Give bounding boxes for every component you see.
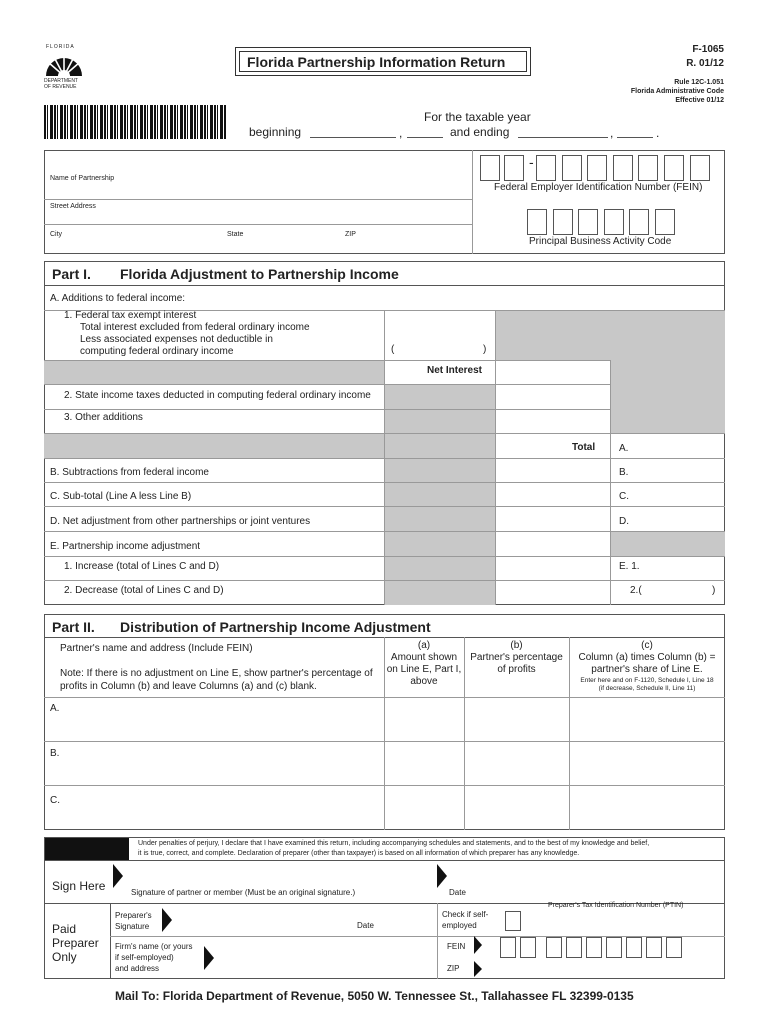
line1-less-label: Less associated expenses not deductible in (80, 334, 273, 345)
sign-arrow-icon (113, 864, 123, 888)
firm-name-field[interactable] (218, 938, 434, 978)
note-line-1: Note: If there is no adjustment on Line E, show partner's percentage of (60, 668, 373, 679)
name-label: Name of Partnership (50, 175, 115, 182)
partner-row-b[interactable]: B. (50, 748, 60, 759)
taxable-year-label: For the taxable year (424, 110, 531, 124)
part1-title: Florida Adjustment to Partnership Income (120, 266, 399, 282)
form-rule: Rule 12C-1.051 (674, 79, 724, 86)
fein-dash: - (529, 154, 534, 170)
preparer-label: Preparer (52, 936, 99, 950)
sunburst-icon (44, 52, 84, 76)
d-code: D. (619, 516, 629, 527)
beginning-year-field[interactable] (407, 137, 443, 138)
preparer-sig-label-2: Signature (115, 922, 150, 931)
part2-number: Part II. (52, 619, 95, 635)
partner-row-c[interactable]: C. (50, 795, 60, 806)
preparer-zip-field[interactable] (486, 960, 722, 978)
dor-logo (44, 44, 84, 94)
signature-label: Signature of partner or member (Must be an original signature.) (131, 888, 356, 897)
street-label: Street Address (50, 203, 96, 210)
note-line-2: profits in Column (b) and leave Columns (a) and (c) blank. (60, 681, 317, 692)
preparer-fein-label: FEIN (447, 942, 466, 951)
mail-to-address: Mail To: Florida Department of Revenue, 5050 W. Tennessee St., Tallahassee FL 32399-0135 (115, 989, 634, 1003)
e2-input[interactable] (611, 581, 724, 604)
total-label: Total (572, 442, 596, 453)
line1-expenses-input[interactable] (385, 336, 494, 359)
ptin-label: Preparer's Tax Identification Number (PTIN) (548, 902, 684, 909)
paren-close: ) (483, 344, 487, 355)
pbac-label: Principal Business Activity Code (529, 236, 672, 247)
line2-input[interactable] (496, 385, 609, 408)
beginning-date-field[interactable] (310, 137, 396, 138)
partner-date-field[interactable] (450, 862, 720, 900)
self-employed-checkbox[interactable] (505, 911, 521, 931)
fein-label: Federal Employer Identification Number (FEIN) (494, 182, 703, 193)
paren-open: ( (391, 344, 395, 355)
b-code: B. (619, 467, 629, 478)
ptin-boxes[interactable] (528, 912, 723, 934)
line2-label: 2. State income taxes deducted in computing federal ordinary income (64, 390, 371, 401)
comma-1: , (399, 126, 403, 140)
name-field[interactable] (44, 199, 472, 200)
firm-label-2: if self-employed) (115, 953, 174, 962)
city-label: City (50, 231, 63, 238)
subtotal-label: C. Sub-total (Line A less Line B) (50, 491, 192, 502)
zip-label: ZIP (345, 231, 356, 238)
line1-total-interest-input[interactable] (385, 311, 494, 335)
form-effective: Effective 01/12 (675, 97, 724, 104)
a-code: A. (619, 443, 629, 454)
date-label: Date (449, 888, 466, 897)
preparer-date-label: Date (357, 921, 374, 930)
c-code: C. (619, 491, 629, 502)
e2-close: ) (712, 585, 716, 596)
state-label: State (227, 231, 244, 238)
firm-label-1: Firm's name (or yours (115, 942, 193, 951)
partner-row-a[interactable]: A. (50, 703, 60, 714)
street-field[interactable] (44, 224, 472, 225)
fein-arrow-icon (474, 936, 482, 954)
additions-label: A. Additions to federal income: (50, 293, 186, 304)
form-title-box (235, 47, 531, 76)
and-ending-label: and ending (450, 125, 510, 139)
form-admin-code: Florida Administrative Code (630, 88, 724, 95)
signature-black-band (45, 838, 129, 860)
form-number: F-1065 (692, 44, 724, 55)
date-arrow-icon (437, 864, 447, 888)
part2-title: Distribution of Partnership Income Adjustment (120, 619, 431, 635)
sign-here-label: Sign Here (52, 879, 106, 893)
line1-computing-label: computing federal ordinary income (80, 346, 234, 357)
col-c-header: (c) Column (a) times Column (b) = partner's share of Line E. Enter here and on F-1120, Schedule I, Line 18 (if decrease, Schedule II, Line 11) (578, 640, 716, 692)
logo-line-1: DEPARTMENT (44, 78, 78, 84)
period-mark: . (656, 126, 660, 140)
col-a-header: (a) Amount shown on Line E, Part I, above (386, 640, 462, 687)
preparer-zip-label: ZIP (447, 964, 460, 973)
part1-number: Part I. (52, 266, 91, 282)
form-revision: R. 01/12 (686, 58, 724, 69)
e2-code: 2.( (630, 585, 642, 596)
net-adjustment-label: D. Net adjustment from other partnerships or joint ventures (50, 516, 311, 527)
taxpayer-divider (472, 150, 473, 254)
ending-date-field[interactable] (518, 137, 608, 138)
logo-agency-small: FLORIDA (46, 44, 75, 50)
firm-arrow-icon (204, 946, 214, 970)
income-adjustment-label: E. Partnership income adjustment (50, 541, 201, 552)
increase-label: 1. Increase (total of Lines C and D) (64, 561, 220, 572)
preparer-arrow-icon (162, 908, 172, 932)
form-title: Florida Partnership Information Return (247, 54, 506, 70)
zip-arrow-icon (474, 961, 482, 977)
net-interest-label: Net Interest (427, 365, 483, 376)
self-employed-label-1: Check if self- (442, 910, 489, 919)
preparer-signature-field[interactable] (176, 905, 434, 935)
line1-total-label: Total interest excluded from federal ordinary income (80, 322, 310, 333)
line3-label: 3. Other additions (64, 412, 143, 423)
decrease-label: 2. Decrease (total of Lines C and D) (64, 585, 224, 596)
perjury-line-1: Under penalties of perjury, I declare that I have examined this return, including accompanying schedules and statements, and to the best of my knowledge and belief, (138, 840, 650, 847)
logo-line-2: OF REVENUE (44, 84, 77, 90)
net-interest-input[interactable] (496, 361, 609, 383)
col-b-header: (b) Partner's percentage of profits (470, 640, 563, 675)
preparer-sig-label-1: Preparer's (115, 911, 152, 920)
perjury-line-2: it is true, correct, and complete. Declaration of preparer (other than taxpayer) is based on all information of which preparer has any knowledge. (138, 850, 580, 857)
line3-input[interactable] (496, 410, 609, 432)
firm-label-3: and address (115, 964, 160, 973)
ending-year-field[interactable] (617, 137, 653, 138)
beginning-label: beginning (249, 125, 302, 139)
paid-label: Paid (52, 922, 77, 936)
barcode (44, 105, 226, 139)
e1-code: E. 1. (619, 561, 640, 572)
line1-label: 1. Federal tax exempt interest (64, 310, 197, 321)
comma-2: , (610, 126, 614, 140)
self-employed-label-2: employed (442, 921, 477, 930)
only-label: Only (52, 950, 77, 964)
subtractions-label: B. Subtractions from federal income (50, 467, 209, 478)
partner-header: Partner's name and address (Include FEIN) (60, 643, 253, 654)
